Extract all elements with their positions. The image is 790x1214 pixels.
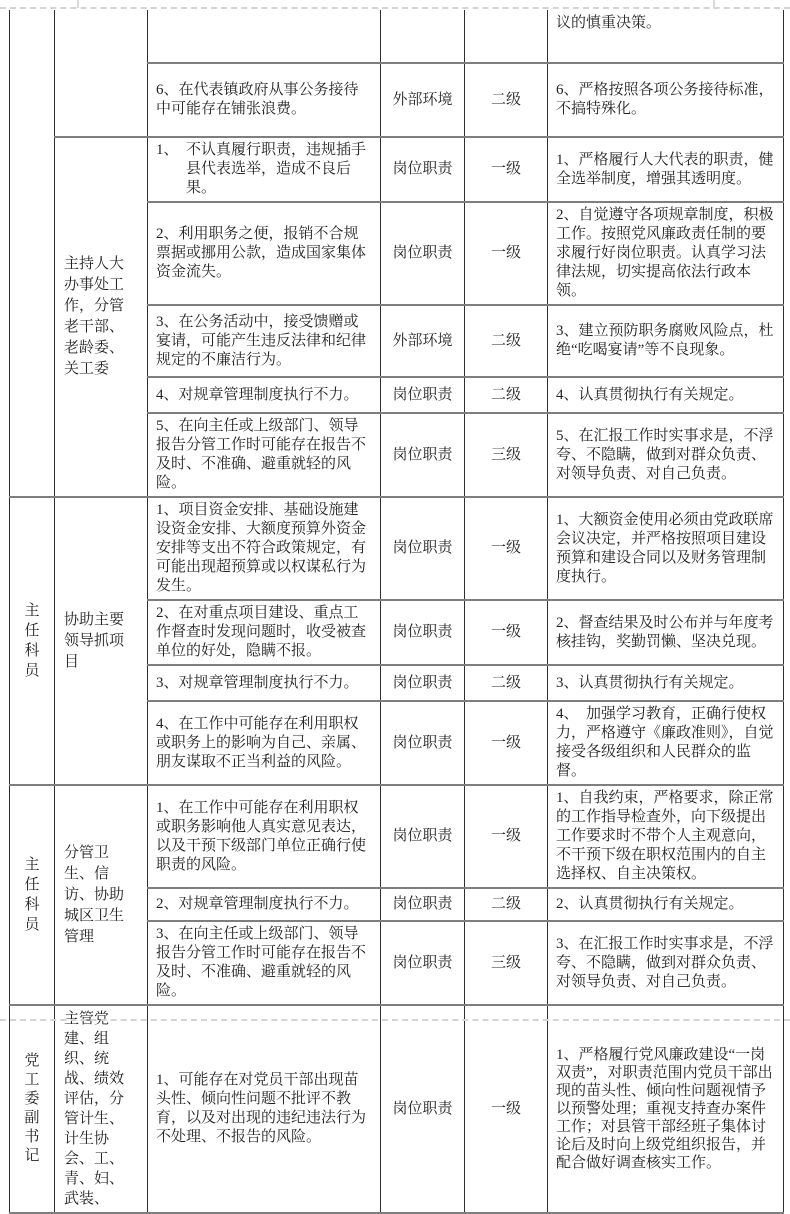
measure-cell: 2、认真贯彻执行有关规定。 xyxy=(548,888,784,921)
risk-cell: 3、在公务活动中，接受馈赠或宴请，可能产生违反法律和纪律规定的不廉洁行为。 xyxy=(148,305,381,377)
measure-cell: 2、自觉遵守各项规章制度，积极工作。按照党风廉政责任制的要求履行好岗位职责。认真学习法律法规，切实提高依法行政本领。 xyxy=(548,202,784,305)
measure-cell: 4、认真贯彻执行有关规定。 xyxy=(548,377,784,413)
position-label: 党工委副书记 xyxy=(24,1053,40,1164)
risk-level-cell: 一级 xyxy=(465,1005,548,1213)
measure-cell: 议的慎重决策。 xyxy=(548,10,784,63)
risk-cell: 2、利用职务之便，报销不合规票据或挪用公款，造成国家集体资金流失。 xyxy=(148,202,381,305)
page-break-dashed-line-bottom xyxy=(0,1019,790,1021)
duty-label: 分管卫生、信访、协助城区卫生管理 xyxy=(64,844,125,945)
risk-type-cell: 岗位职责 xyxy=(381,888,465,921)
risk-type-cell: 岗位职责 xyxy=(381,377,465,413)
risk-level-cell: 一级 xyxy=(465,137,548,202)
risk-level-cell: 三级 xyxy=(465,921,548,1005)
risk-cell: 1、在工作中可能存在利用职权或职务影响他人真实意见表达，以及干预下级部门单位正确行使职责的风险。 xyxy=(148,785,381,888)
risk-cell: 5、在向主任或上级部门、领导报告分管工作时可能存在报告不及时、不准确、避重就轻的风险。 xyxy=(148,413,381,497)
risk-level-cell: 一级 xyxy=(465,202,548,305)
page-margin-tick-right xyxy=(713,0,715,8)
risk-type-cell: 岗位职责 xyxy=(381,497,465,600)
risk-level-cell: 一级 xyxy=(465,600,548,665)
risk-type-cell: 外部环境 xyxy=(381,63,465,137)
page-margin-tick-left xyxy=(77,0,79,8)
risk-cell: 3、对规章管理制度执行不力。 xyxy=(148,665,381,701)
position-cell xyxy=(10,785,55,1005)
measure-cell: 1、自我约束，严格要求，除正常的工作指导检查外，向下级提出工作要求时不带个人主观意向，不干预下级在职权范围内的自主选择权、自主决策权。 xyxy=(548,785,784,888)
risk-cell: 4、对规章管理制度执行不力。 xyxy=(148,377,381,413)
measure-cell: 3、在汇报工作时实事求是，不浮夸、不隐瞒，做到对群众负责、对领导负责、对自己负责。 xyxy=(548,921,784,1005)
risk-level-cell: 一级 xyxy=(465,701,548,785)
duty-label: 协助主要领导抓项目 xyxy=(64,611,125,670)
risk-type-cell: 岗位职责 xyxy=(381,665,465,701)
measure-cell: 2、督查结果及时公布并与年度考核挂钩，奖勤罚懒、坚决兑现。 xyxy=(548,600,784,665)
risk-type-cell xyxy=(381,10,465,63)
risk-type-cell: 岗位职责 xyxy=(381,413,465,497)
risk-type-cell: 岗位职责 xyxy=(381,785,465,888)
measure-cell: 3、认真贯彻执行有关规定。 xyxy=(548,665,784,701)
risk-control-table xyxy=(9,10,784,1214)
page-break-dashed-line-top xyxy=(0,7,790,9)
position-cell xyxy=(10,497,55,785)
risk-level-cell: 一级 xyxy=(465,785,548,888)
risk-level-cell xyxy=(465,10,548,63)
risk-type-cell: 岗位职责 xyxy=(381,921,465,1005)
risk-level-cell: 二级 xyxy=(465,377,548,413)
measure-cell: 6、严格按照各项公务接待标准，不搞特殊化。 xyxy=(548,63,784,137)
measure-cell: 1、严格履行党风廉政建设“一岗双责”，对职责范围内党员干部出现的苗头性、倾向性问题视情予以预警处理；重视支持查办案件工作；对县管干部经班子集体讨论后及时向上级党组织报告，并配合做好调查核实工作。 xyxy=(548,1005,784,1213)
risk-cell: 1、可能存在对党员干部出现苗头性、倾向性问题不批评不教育，以及对出现的违纪违法行为不处理、不报告的风险。 xyxy=(148,1005,381,1213)
measure-cell: 1、严格履行人大代表的职责，健全选举制度，增强其透明度。 xyxy=(548,137,784,202)
risk-type-cell: 岗位职责 xyxy=(381,202,465,305)
risk-type-cell: 外部环境 xyxy=(381,305,465,377)
risk-type-cell: 岗位职责 xyxy=(381,1005,465,1213)
position-label: 主任科员 xyxy=(24,857,40,933)
position-label: 主任科员 xyxy=(24,603,40,679)
risk-cell: 6、在代表镇政府从事公务接待中可能存在铺张浪费。 xyxy=(148,63,381,137)
risk-level-cell: 一级 xyxy=(465,497,548,600)
risk-level-cell: 二级 xyxy=(465,63,548,137)
duty-cell xyxy=(55,1005,148,1213)
risk-level-cell: 三级 xyxy=(465,413,548,497)
duty-cell xyxy=(55,497,148,785)
risk-type-cell: 岗位职责 xyxy=(381,600,465,665)
duty-cell xyxy=(55,10,148,137)
risk-cell: 1、项目资金安排、基础设施建设资金安排、大额度预算外资金安排等支出不符合政策规定，有可能出现超预算或以权谋私行为发生。 xyxy=(148,497,381,600)
duty-cell xyxy=(55,785,148,1005)
risk-cell: 3、在向主任或上级部门、领导报告分管工作时可能存在报告不及时、不准确、避重就轻的风险。 xyxy=(148,921,381,1005)
risk-type-cell: 岗位职责 xyxy=(381,137,465,202)
risk-cell: 2、对规章管理制度执行不力。 xyxy=(148,888,381,921)
risk-level-cell: 二级 xyxy=(465,888,548,921)
risk-type-cell: 岗位职责 xyxy=(381,701,465,785)
duty-label: 主持人大办事处工作，分管老干部、老龄委、关工委 xyxy=(64,256,125,377)
duty-label: 主管党建、组织、统战、绩效评估，分管计生、计生协会、工、青、妇、武装、 xyxy=(64,1011,125,1207)
measure-cell: 5、在汇报工作时实事求是，不浮夸、不隐瞒，做到对群众负责、对领导负责、对自己负责。 xyxy=(548,413,784,497)
risk-cell: 1、 不认真履行职责，违规插手县代表选举，造成不良后果。 xyxy=(148,137,381,202)
measure-cell: 1、大额资金使用必须由党政联席会议决定，并严格按照项目建设预算和建设合同以及财务管理制度执行。 xyxy=(548,497,784,600)
risk-cell: 2、在对重点项目建设、重点工作督查时发现问题时，收受被查单位的好处，隐瞒不报。 xyxy=(148,600,381,665)
duty-cell xyxy=(55,137,148,497)
position-cell xyxy=(10,1005,55,1213)
risk-level-cell: 二级 xyxy=(465,665,548,701)
position-cell xyxy=(10,10,55,497)
measure-cell: 3、建立预防职务腐败风险点，杜绝“吃喝宴请”等不良现象。 xyxy=(548,305,784,377)
measure-cell: 4、 加强学习教育，正确行使权力，严格遵守《廉政准则》，自觉接受各级组织和人民群众的监督。 xyxy=(548,701,784,785)
risk-cell: 4、在工作中可能存在利用职权或职务上的影响为自己、亲属、朋友谋取不正当利益的风险。 xyxy=(148,701,381,785)
risk-cell xyxy=(148,10,381,63)
risk-level-cell: 二级 xyxy=(465,305,548,377)
